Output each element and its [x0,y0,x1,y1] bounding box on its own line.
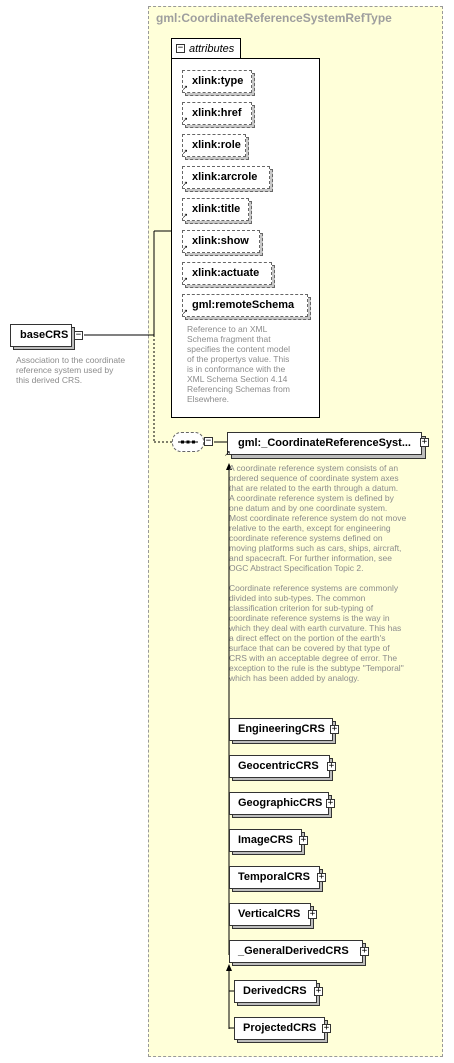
reference-arrow-icon: ↗ [182,245,188,252]
remote-schema-doc-line: is in conformance with the [187,364,286,374]
abstract-doc-line: a direct effect on the portion of the earth's [229,633,386,643]
expand-icon[interactable]: + [315,986,322,996]
abstract-doc-line: divided into sub-types. The common [229,593,366,603]
abstract-doc-line: A coordinate reference system is defined by [229,493,394,503]
element-derivedcrs[interactable]: DerivedCRS [234,980,317,1003]
remote-schema-doc-line: XML Schema Section 4.14 [187,374,288,384]
attributes-label: attributes [189,43,235,55]
attribute-xlink-role[interactable]: xlink:role [182,134,246,157]
remote-schema-doc-line: specifies the content model [187,344,291,354]
root-element-label: baseCRS [20,329,69,341]
remote-schema-doc-line: Schema fragment that [187,334,271,344]
sequence-icon [173,433,203,451]
element-geocentriccrs[interactable]: GeocentricCRS [229,755,330,778]
abstract-doc-line: A coordinate reference system consists of an [229,463,399,473]
element-projectedcrs[interactable]: ProjectedCRS [234,1017,325,1040]
expand-icon[interactable]: + [300,835,307,845]
abstract-doc-line: and spacecraft. For further information, see [229,553,392,563]
abstract-doc-line: Coordinate reference systems are commonly [229,583,399,593]
abstract-doc-line: OGC Abstract Specification Topic 2. [229,563,364,573]
expand-icon[interactable]: + [361,946,368,956]
element-temporalcrs[interactable]: TemporalCRS [229,866,320,889]
reference-arrow-icon: ↗ [182,213,188,220]
reference-arrow-icon: ↗ [182,85,188,92]
abstract-doc-line: relative to the earth, except for engineering [229,523,391,533]
abstract-doc-line [229,573,434,583]
abstract-doc-line: one datum and by one coordinate system. [229,503,388,513]
element-verticalcrs[interactable]: VerticalCRS [229,903,311,926]
element-engineeringcrs[interactable]: EngineeringCRS [229,718,333,741]
expand-icon[interactable]: + [318,872,325,882]
element-geographiccrs[interactable]: GeographicCRS [229,792,329,815]
abstract-element[interactable] [227,432,422,455]
abstract-doc-line: exception to the rule is the subtype "Temporal" [229,663,404,673]
abstract-element-documentation [229,463,434,683]
attribute-xlink-href[interactable]: xlink:href [182,102,252,125]
reference-arrow-icon: ↗ [182,277,188,284]
abstract-doc-line: which has been added by analogy. [229,673,360,683]
remote-schema-doc-line: Referencing Schemas from [187,384,290,394]
expand-icon[interactable]: + [323,1023,330,1033]
abstract-doc-line: coordinate reference systems is the way in [229,613,390,623]
complex-type-title: gml:CoordinateReferenceSystemRefType [156,11,392,25]
collapse-basecrs-icon[interactable]: − [75,330,82,340]
expand-abstract-icon[interactable]: + [421,437,428,447]
attribute-xlink-show[interactable]: xlink:show [182,230,260,253]
reference-arrow-icon: ↗ [182,181,188,188]
expand-icon[interactable]: + [331,724,338,734]
expand-icon[interactable]: + [328,761,335,771]
root-doc-line: this derived CRS. [16,375,83,385]
remote-schema-doc-line: Elsewhere. [187,394,230,404]
expand-icon[interactable]: + [327,798,334,808]
attribute-xlink-arcrole[interactable]: xlink:arcrole [182,166,270,189]
abstract-doc-line: ordered sequence of coordinate system axes [229,473,399,483]
abstract-doc-line: that are related to the earth through a datum. [229,483,399,493]
abstract-doc-line: classification criterion for sub-typing of [229,603,374,613]
reference-arrow-icon: ↗ [224,449,231,458]
abstract-doc-line: coordinate reference systems defined on [229,533,383,543]
abstract-doc-line: Most coordinate reference system do not move [229,513,407,523]
abstract-doc-line: moving platforms such as cars, ships, aircraft, [229,543,402,553]
attribute-xlink-title[interactable]: xlink:title [182,198,249,221]
element-imagecrs[interactable]: ImageCRS [229,829,302,852]
element-generalderivedcrs[interactable]: _GeneralDerivedCRS [229,940,363,963]
root-doc-line: Association to the coordinate [16,355,126,365]
expand-icon[interactable]: + [309,909,316,919]
reference-arrow-icon: ↗ [182,149,188,156]
attribute-gml-remoteschema[interactable]: gml:remoteSchema [182,294,308,317]
collapse-attributes-icon[interactable]: − [177,43,184,53]
abstract-element-label: gml:_CoordinateReferenceSyst... [238,437,411,449]
remote-schema-doc-line: of the propertys value. This [187,354,290,364]
abstract-doc-line: surface that can be covered by that type of [229,643,390,653]
reference-arrow-icon: ↗ [182,309,188,316]
collapse-sequence-icon[interactable]: − [205,436,212,446]
abstract-doc-line: CRS with an acceptable degree of error. The [229,653,398,663]
reference-arrow-icon: ↗ [182,117,188,124]
remote-schema-doc-line: Reference to an XML [187,324,268,334]
root-doc-line: reference system used by [16,365,114,375]
sequence-compositor[interactable] [172,432,204,452]
abstract-doc-line: which they deal with earth curvature. This has [229,623,402,633]
attribute-xlink-type[interactable]: xlink:type [182,70,252,93]
attribute-xlink-actuate[interactable]: xlink:actuate [182,262,272,285]
